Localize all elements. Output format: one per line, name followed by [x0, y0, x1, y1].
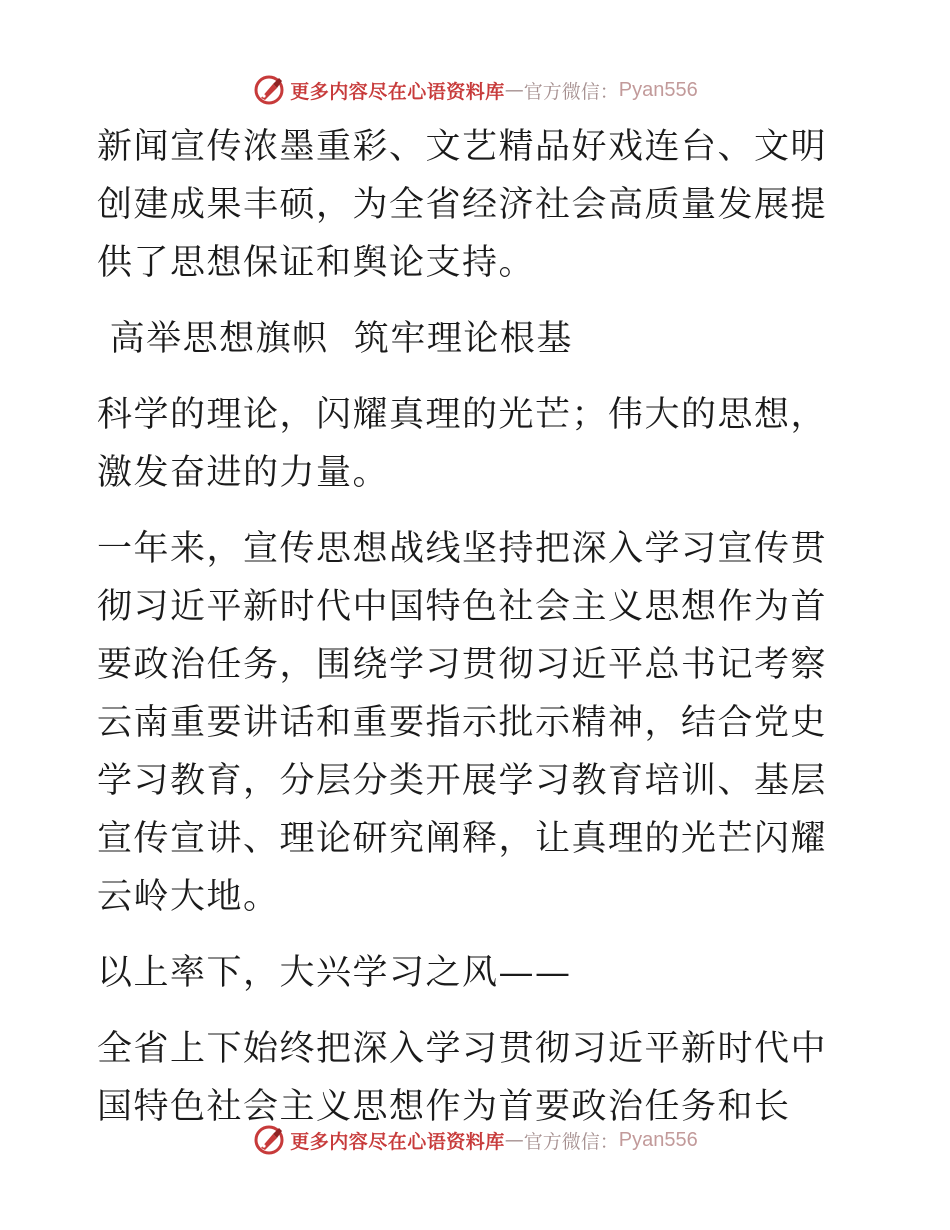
- header-watermark-banner: [0, 70, 950, 110]
- paragraph-province-study: 全省上下始终把深入学习贯彻习近平新时代中国特色社会主义思想作为首要政治任务和长: [97, 1029, 828, 1127]
- paragraph-year-review: 一年来，宣传思想战线坚持把深入学习宣传贯彻习近平新时代中国特色社会主义思想作为首要政治任务，围绕学习贯彻习近平总书记考察云南重要讲话和重要指示批示精神，结合党史学习教育，分层分类开展学习教育培训、基层宣传宣讲、理论研究阐释，让真理的光芒闪耀云岭大地。: [97, 529, 828, 917]
- brand-text: 更多内容尽在心语资料库: [290, 1130, 505, 1153]
- section-heading: 高举思想旗帜 筑牢理论根基: [97, 319, 573, 359]
- banner-separator: —: [504, 79, 524, 101]
- wechat-label: 官方微信：: [523, 1130, 619, 1153]
- paragraph-lead-by-example: 以上率下，大兴学习之风——: [97, 953, 572, 993]
- paragraph-intro-continuation: 新闻宣传浓墨重彩、文艺精品好戏连台、文明创建成果丰硕，为全省经济社会高质量发展提供了思想保证和舆论支持。: [97, 127, 828, 283]
- document-body: [97, 118, 857, 1136]
- wechat-id: Pyan556: [618, 78, 698, 101]
- banner-separator: —: [504, 1129, 524, 1151]
- pen-nib-logo-icon: [252, 73, 286, 107]
- footer-watermark-banner: [0, 1120, 950, 1160]
- wechat-id: Pyan556: [618, 1128, 698, 1151]
- wechat-label: 官方微信：: [523, 80, 619, 103]
- paragraph-theory: 科学的理论，闪耀真理的光芒；伟大的思想，激发奋进的力量。: [97, 395, 828, 493]
- brand-text: 更多内容尽在心语资料库: [290, 80, 505, 103]
- pen-nib-logo-icon: [252, 1123, 286, 1157]
